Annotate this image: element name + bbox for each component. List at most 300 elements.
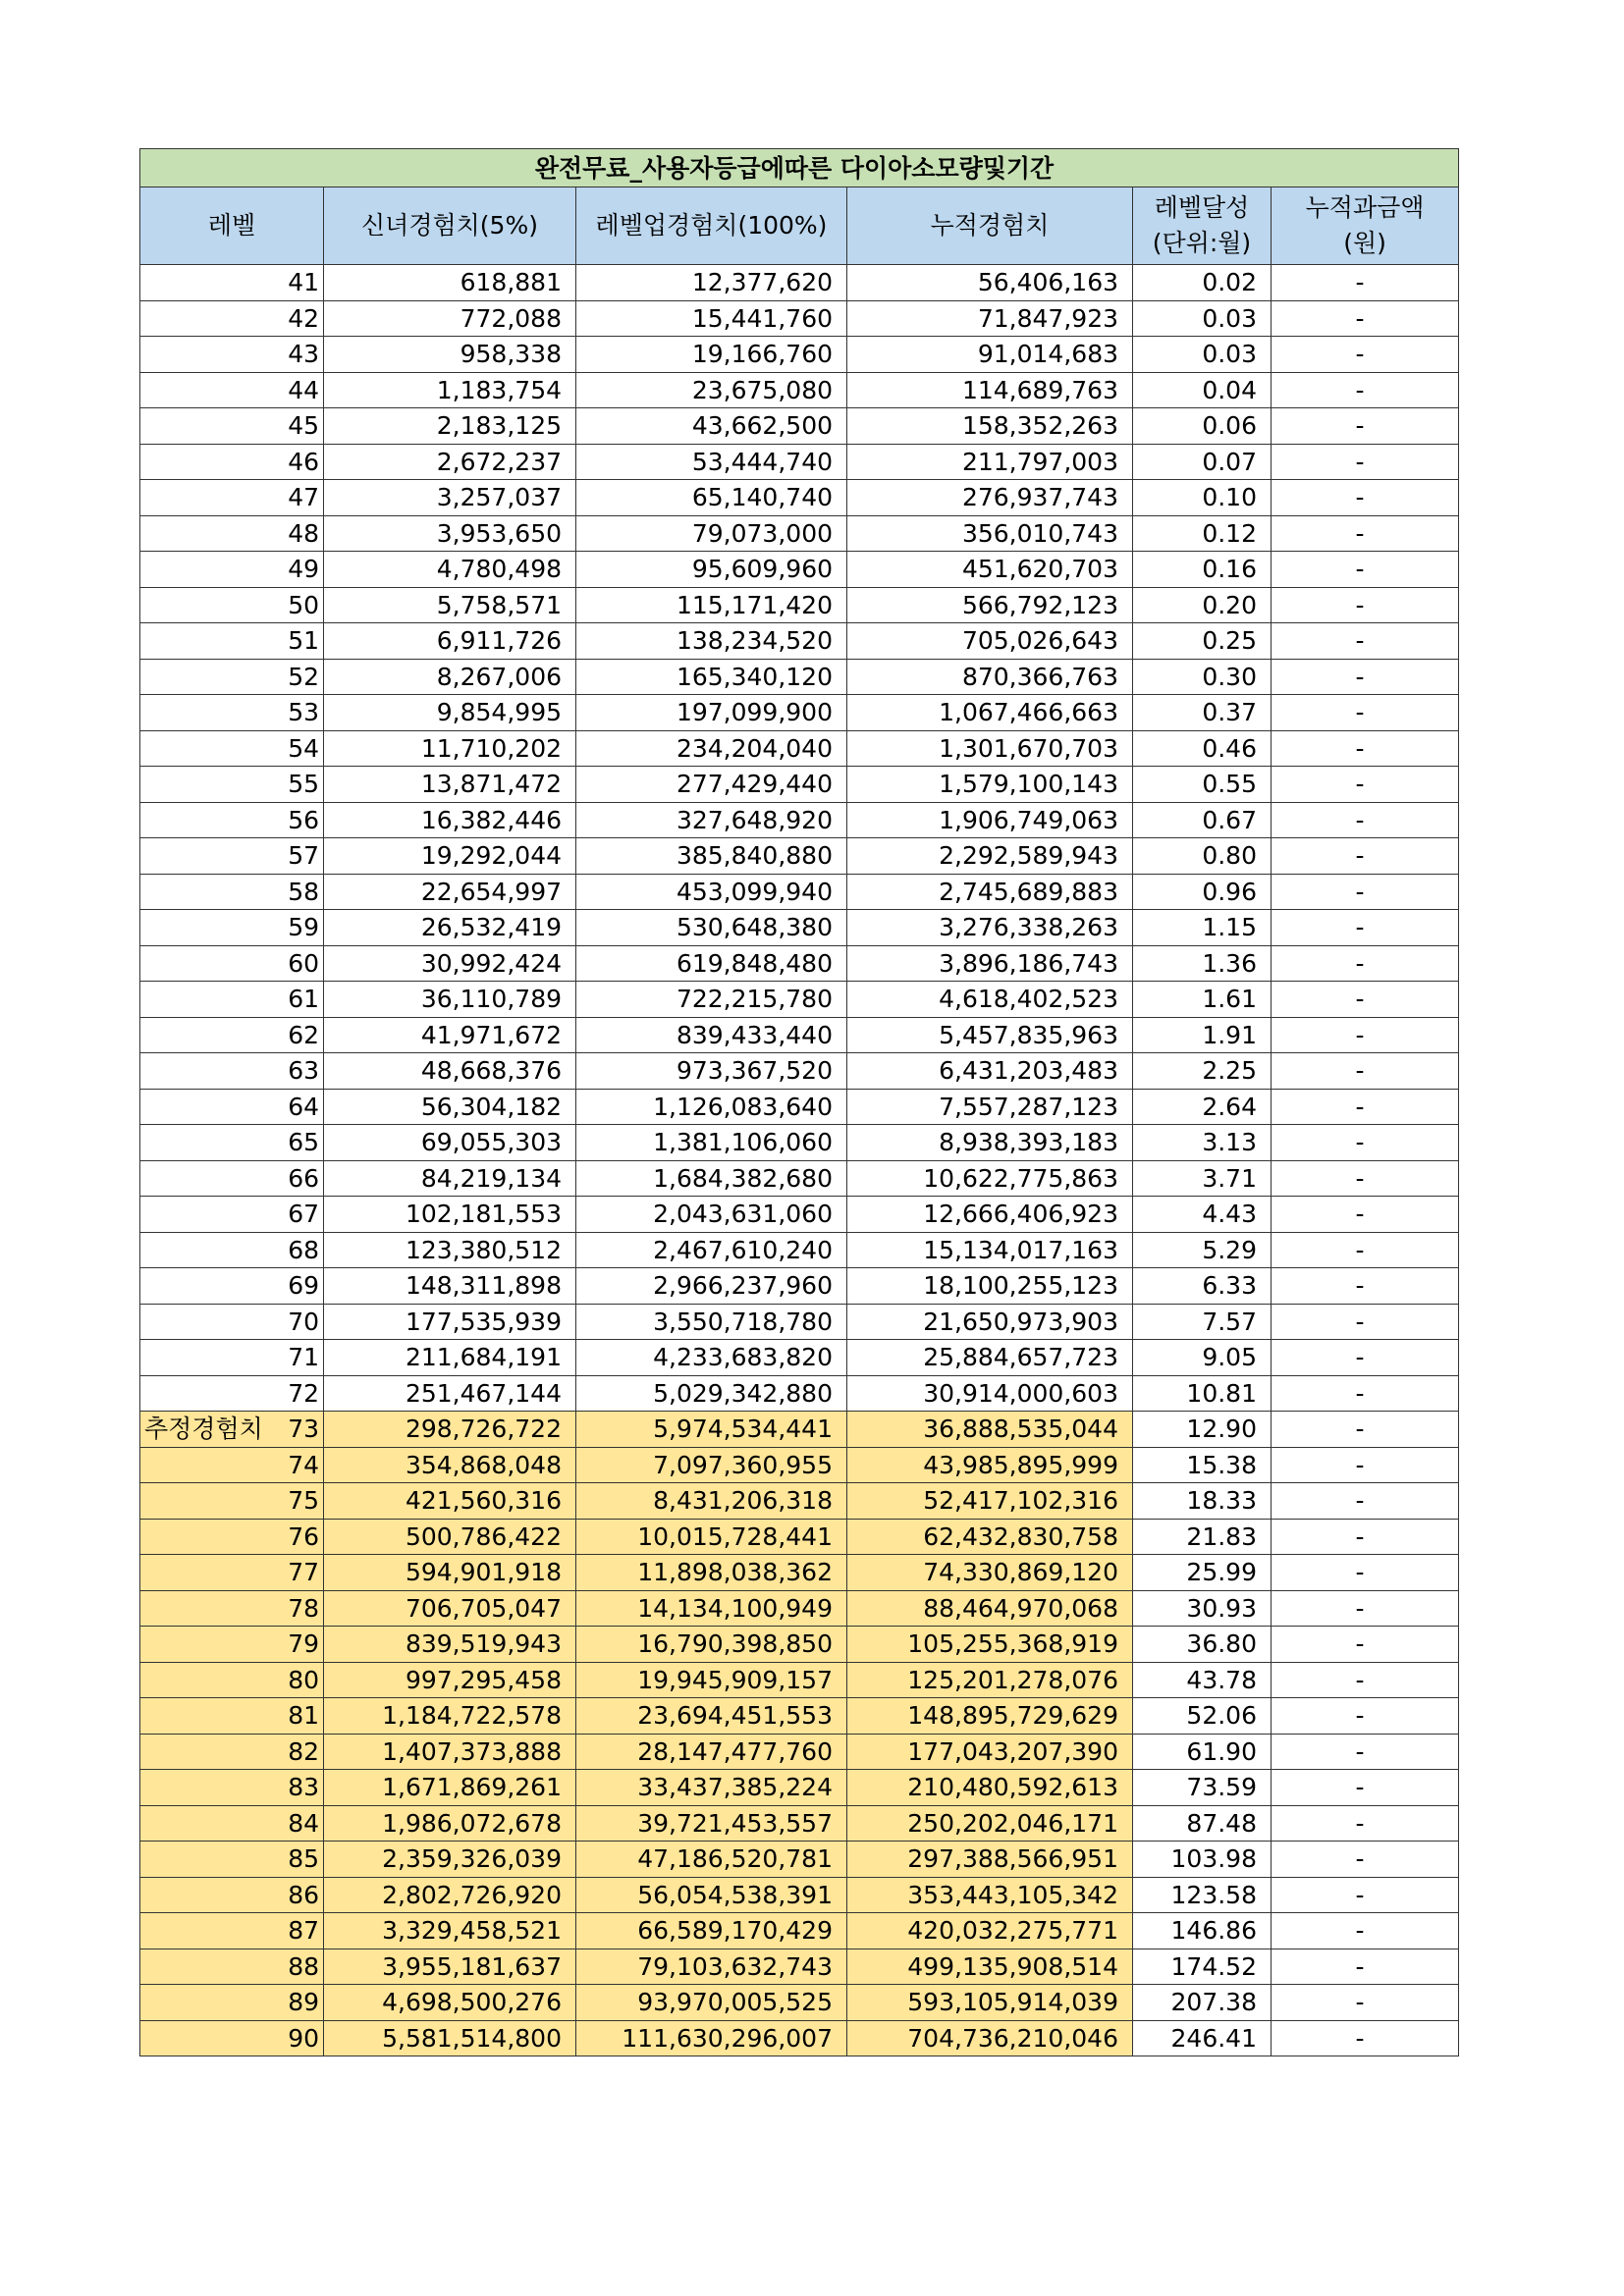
cost-cell — [1272, 1985, 1459, 2021]
exp-5pct-cell — [324, 1375, 576, 1412]
cumulative-exp-cell — [847, 1089, 1133, 1125]
level-cell — [140, 1412, 324, 1448]
exp-5pct-cell-value: 2,802,726,920 — [382, 1880, 562, 1909]
level-cell — [140, 695, 324, 731]
cumulative-exp-cell-value: 870,366,763 — [961, 662, 1118, 691]
cumulative-exp-cell — [847, 408, 1133, 445]
levelup-exp-cell — [576, 1842, 847, 1878]
cumulative-exp-cell — [847, 1268, 1133, 1305]
level-cell-value: 66 — [288, 1163, 319, 1193]
cost-cell-value: - — [1355, 1307, 1365, 1336]
table-row — [140, 444, 1459, 480]
cumulative-exp-cell-value: 250,202,046,171 — [907, 1808, 1118, 1838]
months-cell — [1133, 1232, 1272, 1268]
months-cell — [1133, 623, 1272, 660]
cost-cell-value: - — [1355, 877, 1365, 906]
header-row — [140, 187, 1459, 265]
table-title: 완전무료_사용자등급에따른 다이아소모량및기간 — [140, 149, 1459, 187]
levelup-exp-cell-value: 11,898,038,362 — [637, 1558, 833, 1587]
cost-cell — [1272, 1627, 1459, 1663]
cost-cell-value: - — [1355, 1092, 1365, 1121]
table-row — [140, 1375, 1459, 1412]
levelup-exp-cell — [576, 1627, 847, 1663]
exp-5pct-cell — [324, 695, 576, 731]
level-cell-value: 82 — [288, 1736, 319, 1766]
cumulative-exp-cell — [847, 587, 1133, 623]
cost-cell-value: - — [1355, 1056, 1365, 1086]
cost-cell — [1272, 1519, 1459, 1555]
exp-5pct-cell — [324, 1985, 576, 2021]
level-cell — [140, 265, 324, 301]
months-cell — [1133, 480, 1272, 516]
cumulative-exp-cell — [847, 945, 1133, 982]
header-cumulative-exp: 누적경험치 — [847, 187, 1133, 265]
cumulative-exp-cell-value: 125,201,278,076 — [907, 1665, 1118, 1694]
levelup-exp-cell-value: 79,073,000 — [691, 518, 833, 548]
exp-5pct-cell — [324, 337, 576, 373]
levelup-exp-cell-value: 722,215,780 — [676, 985, 833, 1014]
cost-cell-value: - — [1355, 913, 1365, 942]
cumulative-exp-cell — [847, 1662, 1133, 1698]
cost-cell — [1272, 1412, 1459, 1448]
table-row — [140, 945, 1459, 982]
cumulative-exp-cell-value: 704,736,210,046 — [907, 2023, 1118, 2053]
cost-cell — [1272, 1447, 1459, 1483]
header-exp-5pct: 신녀경험치(5%) — [324, 187, 576, 265]
exp-5pct-cell-value: 2,183,125 — [436, 411, 562, 441]
levelup-exp-cell — [576, 659, 847, 695]
cumulative-exp-cell-value: 114,689,763 — [961, 375, 1118, 404]
exp-5pct-cell-value: 618,881 — [460, 268, 562, 297]
level-cell — [140, 1125, 324, 1161]
header-levelup-exp: 레벨업경험치(100%) — [576, 187, 847, 265]
cumulative-exp-cell-value: 211,797,003 — [961, 447, 1118, 476]
exp-5pct-cell — [324, 1268, 576, 1305]
cumulative-exp-cell-value: 593,105,914,039 — [907, 1988, 1118, 2017]
level-cell-value: 90 — [288, 2023, 319, 2053]
table-row — [140, 730, 1459, 767]
cumulative-exp-cell — [847, 1985, 1133, 2021]
months-cell — [1133, 802, 1272, 838]
cumulative-exp-cell-value: 43,985,895,999 — [923, 1450, 1118, 1479]
exp-5pct-cell-value: 772,088 — [460, 303, 562, 333]
cumulative-exp-cell-value: 420,032,275,771 — [907, 1916, 1118, 1946]
cost-cell — [1272, 730, 1459, 767]
exp-5pct-cell-value: 102,181,553 — [405, 1200, 562, 1229]
cumulative-exp-cell — [847, 1053, 1133, 1090]
level-cell-value: 60 — [288, 948, 319, 978]
table-row — [140, 910, 1459, 946]
table-row — [140, 874, 1459, 910]
level-cell-value: 43 — [288, 340, 319, 369]
cumulative-exp-cell-value: 25,884,657,723 — [923, 1343, 1118, 1372]
cost-cell-value: - — [1355, 1450, 1365, 1479]
levelup-exp-cell-value: 973,367,520 — [676, 1056, 833, 1086]
cost-cell-value: - — [1355, 268, 1365, 297]
cost-cell — [1272, 408, 1459, 445]
levelup-exp-cell — [576, 265, 847, 301]
levelup-exp-cell — [576, 838, 847, 875]
cost-cell-value: - — [1355, 1128, 1365, 1157]
level-cell — [140, 1842, 324, 1878]
cost-cell — [1272, 838, 1459, 875]
months-cell-value: 0.16 — [1202, 555, 1257, 584]
cost-cell — [1272, 1949, 1459, 1985]
levelup-exp-cell-value: 33,437,385,224 — [637, 1773, 833, 1802]
levelup-exp-cell — [576, 1949, 847, 1985]
exp-5pct-cell — [324, 1519, 576, 1555]
exp-5pct-cell-value: 1,183,754 — [436, 375, 562, 404]
cost-cell — [1272, 1089, 1459, 1125]
months-cell — [1133, 1770, 1272, 1806]
table-row — [140, 1412, 1459, 1448]
cost-cell — [1272, 1268, 1459, 1305]
cumulative-exp-cell-value: 5,457,835,963 — [939, 1020, 1118, 1049]
cumulative-exp-cell — [847, 1519, 1133, 1555]
exp-5pct-cell-value: 594,901,918 — [405, 1558, 562, 1587]
cumulative-exp-cell — [847, 1590, 1133, 1627]
cost-cell — [1272, 802, 1459, 838]
level-cell — [140, 2020, 324, 2056]
cumulative-exp-cell — [847, 2020, 1133, 2056]
levelup-exp-cell — [576, 1698, 847, 1735]
cumulative-exp-cell-value: 566,792,123 — [961, 590, 1118, 619]
cumulative-exp-cell-value: 30,914,000,603 — [923, 1378, 1118, 1408]
levelup-exp-cell-value: 530,648,380 — [676, 913, 833, 942]
cumulative-exp-cell — [847, 1842, 1133, 1878]
cost-cell — [1272, 1483, 1459, 1520]
exp-5pct-cell-value: 48,668,376 — [420, 1056, 562, 1086]
exp-5pct-cell — [324, 1304, 576, 1340]
cumulative-exp-cell — [847, 874, 1133, 910]
levelup-exp-cell-value: 2,467,610,240 — [653, 1235, 833, 1264]
months-cell — [1133, 515, 1272, 552]
levelup-exp-cell — [576, 1770, 847, 1806]
level-cell — [140, 1698, 324, 1735]
months-cell — [1133, 1985, 1272, 2021]
cost-cell-value: - — [1355, 1558, 1365, 1587]
cost-cell-value: - — [1355, 2023, 1365, 2053]
cumulative-exp-cell-value: 1,579,100,143 — [939, 770, 1118, 799]
level-cell-value: 77 — [288, 1558, 319, 1587]
level-cell-value: 80 — [288, 1665, 319, 1694]
exp-5pct-cell — [324, 1232, 576, 1268]
cost-cell-value: - — [1355, 1378, 1365, 1408]
levelup-exp-cell — [576, 730, 847, 767]
levelup-exp-cell — [576, 1340, 847, 1376]
levelup-exp-cell — [576, 1160, 847, 1197]
cumulative-exp-cell-value: 74,330,869,120 — [923, 1558, 1118, 1587]
levelup-exp-cell-value: 277,429,440 — [676, 770, 833, 799]
cost-cell — [1272, 444, 1459, 480]
cost-cell — [1272, 767, 1459, 803]
months-cell-value: 10.81 — [1186, 1378, 1257, 1408]
cost-cell-value: - — [1355, 1916, 1365, 1946]
cumulative-exp-cell — [847, 982, 1133, 1018]
exp-5pct-cell-value: 41,971,672 — [420, 1020, 562, 1049]
table-row — [140, 1053, 1459, 1090]
cost-cell — [1272, 1590, 1459, 1627]
levelup-exp-cell — [576, 1734, 847, 1770]
cumulative-exp-cell-value: 1,301,670,703 — [939, 733, 1118, 763]
estimate-label: 추정경험치 — [144, 1415, 263, 1444]
levelup-exp-cell-value: 79,103,632,743 — [637, 1951, 833, 1981]
exp-5pct-cell — [324, 1770, 576, 1806]
levelup-exp-cell — [576, 1985, 847, 2021]
level-cell — [140, 1017, 324, 1053]
cumulative-exp-cell — [847, 1770, 1133, 1806]
exp-5pct-cell-value: 36,110,789 — [420, 985, 562, 1014]
exp-5pct-cell-value: 148,311,898 — [405, 1271, 562, 1301]
months-cell-value: 146.86 — [1170, 1916, 1257, 1946]
table-row — [140, 1304, 1459, 1340]
months-cell — [1133, 1662, 1272, 1698]
level-cell-value: 58 — [288, 877, 319, 906]
exp-5pct-cell-value: 19,292,044 — [420, 841, 562, 871]
levelup-exp-cell-value: 197,099,900 — [676, 698, 833, 727]
level-cell — [140, 515, 324, 552]
exp-5pct-cell — [324, 1842, 576, 1878]
levelup-exp-cell — [576, 1662, 847, 1698]
exp-5pct-cell — [324, 1412, 576, 1448]
cost-cell-value: - — [1355, 1629, 1365, 1659]
levelup-exp-cell — [576, 623, 847, 660]
cumulative-exp-cell — [847, 1017, 1133, 1053]
months-cell — [1133, 1805, 1272, 1842]
months-cell-value: 3.71 — [1202, 1163, 1257, 1193]
level-cell-value: 87 — [288, 1916, 319, 1946]
levelup-exp-cell — [576, 767, 847, 803]
table-row — [140, 1483, 1459, 1520]
level-cell — [140, 767, 324, 803]
table-row — [140, 1017, 1459, 1053]
table-row — [140, 1590, 1459, 1627]
cumulative-exp-cell — [847, 802, 1133, 838]
cost-cell-value: - — [1355, 1951, 1365, 1981]
levelup-exp-cell-value: 5,029,342,880 — [653, 1378, 833, 1408]
months-cell — [1133, 1268, 1272, 1305]
cost-cell — [1272, 1304, 1459, 1340]
months-cell — [1133, 337, 1272, 373]
cost-cell — [1272, 587, 1459, 623]
cost-cell-value: - — [1355, 1235, 1365, 1264]
level-cell-value: 67 — [288, 1200, 319, 1229]
cost-cell-value: - — [1355, 841, 1365, 871]
table-row — [140, 1268, 1459, 1305]
months-cell — [1133, 874, 1272, 910]
cost-cell — [1272, 1232, 1459, 1268]
cost-cell-value: - — [1355, 1988, 1365, 2017]
cost-cell-value: - — [1355, 340, 1365, 369]
levelup-exp-cell-value: 839,433,440 — [676, 1020, 833, 1049]
months-cell-value: 0.06 — [1202, 411, 1257, 441]
months-cell — [1133, 1519, 1272, 1555]
level-cell — [140, 1519, 324, 1555]
level-cell — [140, 623, 324, 660]
levelup-exp-cell — [576, 444, 847, 480]
level-cell — [140, 337, 324, 373]
cost-cell — [1272, 1734, 1459, 1770]
months-cell-value: 4.43 — [1202, 1200, 1257, 1229]
levelup-exp-cell-value: 19,945,909,157 — [637, 1665, 833, 1694]
table-row — [140, 1913, 1459, 1949]
months-cell-value: 0.67 — [1202, 805, 1257, 834]
exp-5pct-cell-value: 3,955,181,637 — [382, 1951, 562, 1981]
table-row — [140, 1555, 1459, 1591]
level-cell — [140, 1734, 324, 1770]
exp-5pct-cell-value: 5,581,514,800 — [382, 2023, 562, 2053]
exp-5pct-cell-value: 2,672,237 — [436, 447, 562, 476]
cumulative-exp-cell — [847, 515, 1133, 552]
cost-cell-value: - — [1355, 948, 1365, 978]
cost-cell-value: - — [1355, 1163, 1365, 1193]
months-cell-value: 0.96 — [1202, 877, 1257, 906]
cost-cell — [1272, 515, 1459, 552]
cumulative-exp-cell-value: 177,043,207,390 — [907, 1736, 1118, 1766]
months-cell — [1133, 2020, 1272, 2056]
level-cell — [140, 1053, 324, 1090]
level-cell-value: 73 — [288, 1415, 319, 1444]
level-cell — [140, 1304, 324, 1340]
cost-cell — [1272, 1017, 1459, 1053]
level-cell — [140, 1662, 324, 1698]
exp-5pct-cell — [324, 1627, 576, 1663]
levelup-exp-cell-value: 5,974,534,441 — [653, 1415, 833, 1444]
cost-cell — [1272, 1340, 1459, 1376]
table-row — [140, 265, 1459, 301]
level-cell — [140, 372, 324, 408]
level-cell-value: 51 — [288, 626, 319, 656]
months-cell — [1133, 1053, 1272, 1090]
cumulative-exp-cell — [847, 623, 1133, 660]
exp-5pct-cell-value: 958,338 — [460, 340, 562, 369]
cost-cell — [1272, 1842, 1459, 1878]
months-cell-value: 1.91 — [1202, 1020, 1257, 1049]
exp-5pct-cell — [324, 767, 576, 803]
levelup-exp-cell-value: 15,441,760 — [691, 303, 833, 333]
levelup-exp-cell — [576, 1053, 847, 1090]
months-cell-value: 174.52 — [1170, 1951, 1257, 1981]
exp-5pct-cell — [324, 265, 576, 301]
cost-cell-value: - — [1355, 1343, 1365, 1372]
levelup-exp-cell-value: 47,186,520,781 — [637, 1844, 833, 1874]
exp-5pct-cell-value: 4,780,498 — [436, 555, 562, 584]
table-row — [140, 1447, 1459, 1483]
exp-5pct-cell-value: 123,380,512 — [405, 1235, 562, 1264]
levelup-exp-cell — [576, 1555, 847, 1591]
cost-cell — [1272, 1375, 1459, 1412]
exp-5pct-cell-value: 5,758,571 — [436, 590, 562, 619]
levelup-exp-cell — [576, 1232, 847, 1268]
level-cell — [140, 1375, 324, 1412]
cumulative-exp-cell-value: 297,388,566,951 — [907, 1844, 1118, 1874]
months-cell — [1133, 1949, 1272, 1985]
months-cell-value: 73.59 — [1186, 1773, 1257, 1802]
levelup-exp-cell — [576, 1304, 847, 1340]
exp-5pct-cell — [324, 1555, 576, 1591]
months-cell-value: 9.05 — [1202, 1343, 1257, 1372]
levelup-exp-cell-value: 453,099,940 — [676, 877, 833, 906]
cumulative-exp-cell — [847, 1447, 1133, 1483]
levelup-exp-cell-value: 93,970,005,525 — [637, 1988, 833, 2017]
level-cell-value: 71 — [288, 1343, 319, 1372]
months-cell — [1133, 552, 1272, 588]
cost-cell — [1272, 1125, 1459, 1161]
cumulative-exp-cell-value: 499,135,908,514 — [907, 1951, 1118, 1981]
exp-5pct-cell-value: 298,726,722 — [405, 1415, 562, 1444]
cumulative-exp-cell-value: 705,026,643 — [961, 626, 1118, 656]
levelup-exp-cell — [576, 1375, 847, 1412]
exp-5pct-cell — [324, 945, 576, 982]
months-cell — [1133, 1375, 1272, 1412]
exp-5pct-cell — [324, 1089, 576, 1125]
cumulative-exp-cell-value: 451,620,703 — [961, 555, 1118, 584]
months-cell-value: 0.04 — [1202, 375, 1257, 404]
table-row — [140, 1877, 1459, 1913]
levelup-exp-cell-value: 23,694,451,553 — [637, 1701, 833, 1731]
months-cell-value: 0.03 — [1202, 303, 1257, 333]
exp-5pct-cell-value: 177,535,939 — [405, 1307, 562, 1336]
cost-cell — [1272, 1770, 1459, 1806]
levelup-exp-cell-value: 8,431,206,318 — [653, 1486, 833, 1516]
levelup-exp-cell — [576, 910, 847, 946]
months-cell — [1133, 1304, 1272, 1340]
level-cell — [140, 444, 324, 480]
cost-cell — [1272, 695, 1459, 731]
exp-5pct-cell — [324, 1125, 576, 1161]
cost-cell — [1272, 1053, 1459, 1090]
cumulative-exp-cell-value: 7,557,287,123 — [939, 1092, 1118, 1121]
table-row — [140, 1519, 1459, 1555]
cumulative-exp-cell — [847, 838, 1133, 875]
table-row — [140, 1232, 1459, 1268]
cost-cell-value: - — [1355, 1020, 1365, 1049]
cost-cell — [1272, 945, 1459, 982]
table-row — [140, 1734, 1459, 1770]
months-cell — [1133, 1089, 1272, 1125]
level-cell-value: 75 — [288, 1486, 319, 1516]
months-cell — [1133, 730, 1272, 767]
levelup-exp-cell-value: 10,015,728,441 — [637, 1522, 833, 1551]
months-cell — [1133, 1698, 1272, 1735]
cumulative-exp-cell — [847, 730, 1133, 767]
exp-5pct-cell — [324, 408, 576, 445]
levelup-exp-cell-value: 385,840,880 — [676, 841, 833, 871]
cumulative-exp-cell — [847, 300, 1133, 337]
months-cell-value: 25.99 — [1186, 1558, 1257, 1587]
months-cell — [1133, 1412, 1272, 1448]
months-cell — [1133, 910, 1272, 946]
exp-5pct-cell — [324, 1805, 576, 1842]
months-cell — [1133, 695, 1272, 731]
cumulative-exp-cell-value: 3,276,338,263 — [939, 913, 1118, 942]
exp-5pct-cell — [324, 802, 576, 838]
cost-cell-value: - — [1355, 590, 1365, 619]
cumulative-exp-cell — [847, 767, 1133, 803]
table-row — [140, 337, 1459, 373]
cost-cell — [1272, 874, 1459, 910]
cost-cell — [1272, 1662, 1459, 1698]
months-cell-value: 0.03 — [1202, 340, 1257, 369]
levelup-exp-cell — [576, 1519, 847, 1555]
levelup-exp-cell — [576, 552, 847, 588]
table-row — [140, 372, 1459, 408]
cost-cell — [1272, 1877, 1459, 1913]
exp-5pct-cell — [324, 515, 576, 552]
table-row — [140, 1662, 1459, 1698]
exp-5pct-cell — [324, 480, 576, 516]
level-cell-value: 54 — [288, 733, 319, 763]
